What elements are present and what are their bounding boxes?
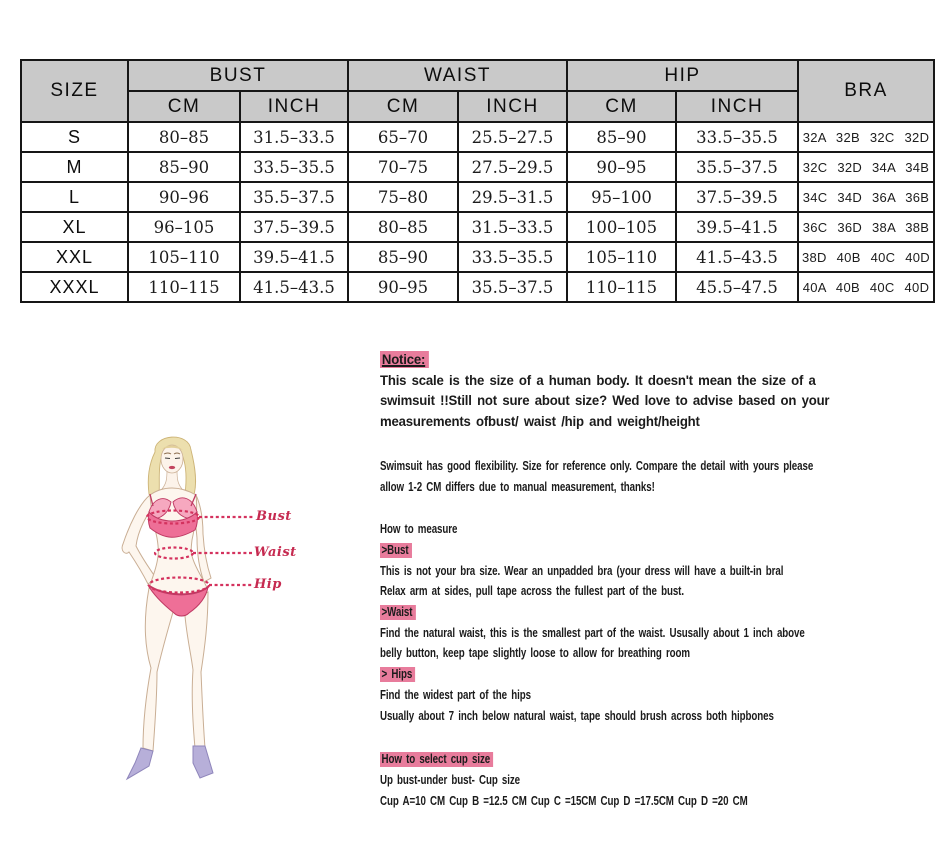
bust-heading-line (380, 540, 817, 561)
bust-inch-cell: 37.5–39.5 (240, 212, 348, 242)
notice-line: swimsuit !!Still not sure about size? Wed love to advise based on your (380, 392, 830, 409)
cup-size-line: Cup A=10 CM Cup B =12.5 CM Cup C =15CM Cup D =17.5CM Cup D =20 CM (380, 793, 748, 808)
size-cell: M (21, 152, 128, 182)
hips-instruction-line: Find the widest part of the hips (380, 687, 531, 702)
waist-cm-cell: 75–80 (348, 182, 458, 212)
size-chart-table (20, 59, 935, 303)
hips-heading-line (380, 664, 817, 685)
waist-header: WAIST (348, 60, 567, 91)
hips-section-heading: > Hips (380, 667, 415, 682)
hips-instruction-line: Usually about 7 inch below natural waist, tape should brush across both hipbones (380, 708, 774, 723)
bust-cm-cell: 96–105 (128, 212, 240, 242)
table-row (21, 272, 934, 302)
bra-cell: 32C 32D 34A 34B (798, 152, 934, 182)
hip-inch-cell: 45.5–47.5 (676, 272, 798, 302)
size-cell: XXL (21, 242, 128, 272)
size-cell: L (21, 182, 128, 212)
notice-heading-line (380, 349, 906, 370)
hip-cm-cell: 105–110 (567, 242, 676, 272)
hip-inch-cell: 41.5–43.5 (676, 242, 798, 272)
bust-cm-cell: 90–96 (128, 182, 240, 212)
hip-cm-cell: 110–115 (567, 272, 676, 302)
waist-inch-cell: 35.5–37.5 (458, 272, 567, 302)
waist-inch-header: INCH (458, 91, 567, 122)
flexibility-line: Swimsuit has good flexibility. Size for reference only. Compare the detail with yours please (380, 458, 814, 473)
bra-cell: 32A 32B 32C 32D (798, 122, 934, 152)
body-measurement-figure (105, 426, 405, 796)
bust-inch-header: INCH (240, 91, 348, 122)
how-to-measure-title: How to measure (380, 522, 458, 537)
flexibility-block (380, 456, 817, 497)
size-cell: XL (21, 212, 128, 242)
bust-inch-cell: 31.5–33.5 (240, 122, 348, 152)
fashion-sketch-illustration (105, 426, 405, 796)
notice-block (380, 349, 906, 432)
bust-cm-cell: 105–110 (128, 242, 240, 272)
bust-section-heading: >Bust (380, 543, 412, 558)
bust-cm-header: CM (128, 91, 240, 122)
waist-cm-cell: 90–95 (348, 272, 458, 302)
waist-inch-cell: 29.5–31.5 (458, 182, 567, 212)
header-row-1 (21, 60, 934, 91)
cup-size-heading: How to select cup size (380, 752, 493, 767)
hip-inch-cell: 33.5–35.5 (676, 122, 798, 152)
waist-inch-cell: 33.5–35.5 (458, 242, 567, 272)
bust-inch-cell: 35.5–37.5 (240, 182, 348, 212)
hip-cm-header: CM (567, 91, 676, 122)
bust-inch-cell: 33.5–35.5 (240, 152, 348, 182)
hip-header: HIP (567, 60, 798, 91)
hip-cm-cell: 90–95 (567, 152, 676, 182)
bust-inch-cell: 39.5–41.5 (240, 242, 348, 272)
bra-cell: 38D 40B 40C 40D (798, 242, 934, 272)
sizing-info-column (380, 349, 940, 811)
waist-cm-cell: 70–75 (348, 152, 458, 182)
waist-heading-line (380, 602, 817, 623)
bust-label: Bust (256, 509, 292, 524)
bust-inch-cell: 41.5–43.5 (240, 272, 348, 302)
hip-inch-cell: 35.5–37.5 (676, 152, 798, 182)
waist-inch-cell: 27.5–29.5 (458, 152, 567, 182)
waist-label: Waist (254, 545, 297, 560)
how-to-measure-block (380, 519, 817, 726)
hip-cm-cell: 95–100 (567, 182, 676, 212)
hip-cm-cell: 100–105 (567, 212, 676, 242)
notice-heading: Notice: (380, 351, 429, 368)
cup-size-heading-line (380, 749, 817, 770)
hip-inch-cell: 37.5–39.5 (676, 182, 798, 212)
bust-instruction-line: Relax arm at sides, pull tape across the fullest part of the bust. (380, 584, 684, 599)
waist-cm-cell: 85–90 (348, 242, 458, 272)
hip-inch-cell: 39.5–41.5 (676, 212, 798, 242)
cup-size-line: Up bust-under bust- Cup size (380, 772, 521, 787)
waist-cm-cell: 80–85 (348, 212, 458, 242)
bra-cell: 34C 34D 36A 36B (798, 182, 934, 212)
table-row (21, 182, 934, 212)
bra-cell: 36C 36D 38A 38B (798, 212, 934, 242)
table-row (21, 212, 934, 242)
hip-inch-header: INCH (676, 91, 798, 122)
bust-cm-cell: 110–115 (128, 272, 240, 302)
waist-inch-cell: 31.5–33.5 (458, 212, 567, 242)
bra-header: BRA (798, 60, 934, 122)
hip-cm-cell: 85–90 (567, 122, 676, 152)
size-cell: XXXL (21, 272, 128, 302)
waist-cm-cell: 65–70 (348, 122, 458, 152)
flexibility-line: allow 1-2 CM differs due to manual measurement, thanks! (380, 479, 655, 494)
bust-cm-cell: 80–85 (128, 122, 240, 152)
table-row (21, 242, 934, 272)
waist-inch-cell: 25.5–27.5 (458, 122, 567, 152)
size-cell: S (21, 122, 128, 152)
table-row (21, 122, 934, 152)
notice-line: This scale is the size of a human body. It doesn't mean the size of a (380, 371, 816, 388)
notice-line: measurements ofbust/ waist /hip and weight/height (380, 413, 700, 430)
bust-instruction-line: This is not your bra size. Wear an unpadded bra (your dress will have a built-in bral (380, 563, 784, 578)
header-row-2 (21, 91, 934, 122)
waist-instruction-line: Find the natural waist, this is the smallest part of the waist. Ususally about 1 inch above (380, 625, 805, 640)
bust-header: BUST (128, 60, 348, 91)
waist-cm-header: CM (348, 91, 458, 122)
size-header: SIZE (21, 60, 128, 122)
cup-size-block (380, 749, 817, 811)
bra-cell: 40A 40B 40C 40D (798, 272, 934, 302)
hip-label: Hip (254, 577, 282, 592)
waist-section-heading: >Waist (380, 605, 416, 620)
table-row (21, 152, 934, 182)
waist-instruction-line: belly button, keep tape slightly loose to allow for breathing room (380, 646, 691, 661)
bust-cm-cell: 85–90 (128, 152, 240, 182)
